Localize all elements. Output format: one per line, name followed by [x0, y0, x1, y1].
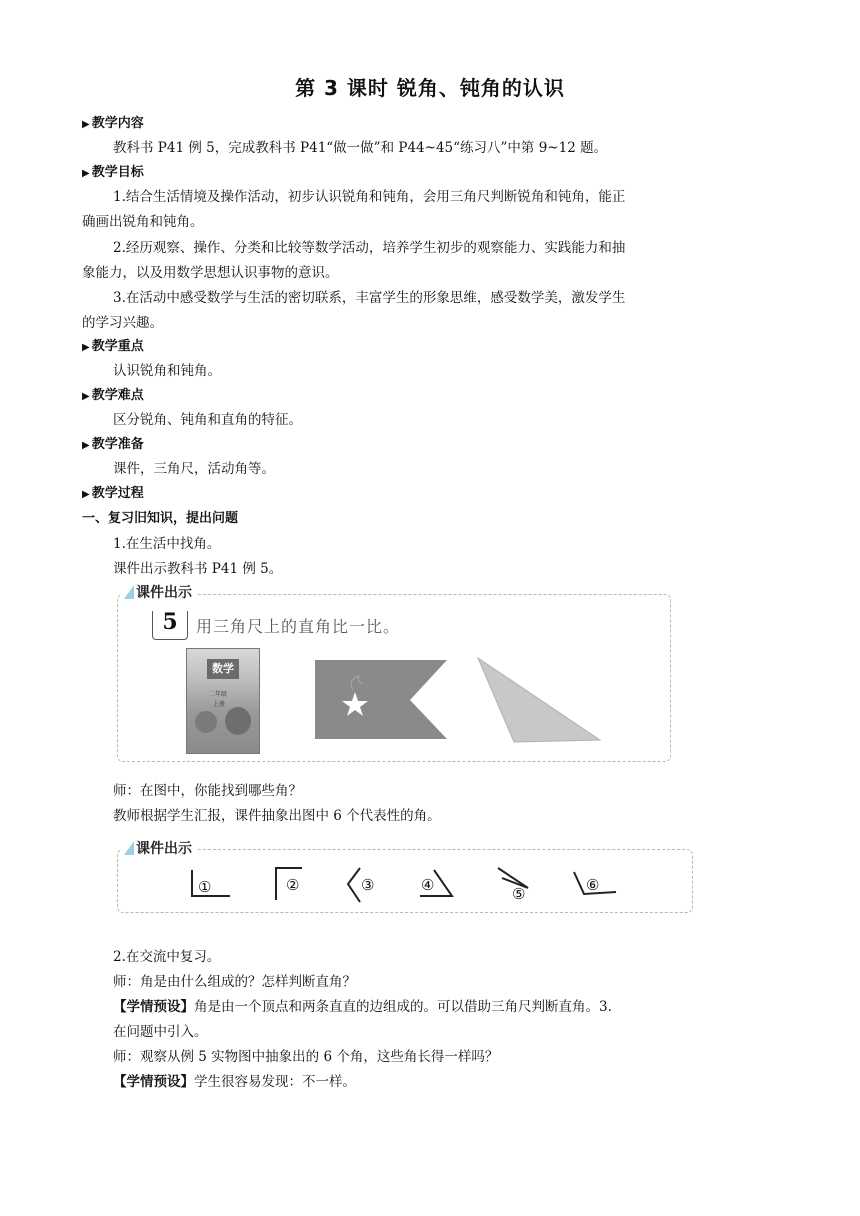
prediction-2	[113, 1070, 356, 1090]
process-part-1-heading: 一、复习旧知识，提出问题	[82, 511, 239, 526]
angles-figure	[180, 860, 630, 908]
prediction-1	[113, 995, 612, 1015]
section-heading-difficulty: ▶ 教学难点	[82, 388, 144, 403]
angle-label-2: ②	[286, 876, 300, 894]
courseware-tag-2: 课件出示	[120, 838, 196, 858]
textbook-title: 数学	[207, 659, 239, 679]
content-text: 教科书 P41 例 5，完成教科书 P41“做一做”和 P44~45“练习八”中第 9~12 题。	[113, 140, 608, 156]
preparation-text: 课件，三角尺，活动角等。	[113, 461, 275, 477]
goal-2-line-2: 象能力，以及用数学思想认识事物的意识。	[82, 265, 339, 281]
prediction-text: 学生很容易发现：不一样。	[194, 1074, 356, 1090]
goal-2-line-1: 2.经历观察、操作、分类和比较等数学活动，培养学生初步的观察能力、实践能力和抽	[113, 240, 626, 256]
courseware-tag-1: 课件出示	[120, 582, 196, 602]
angle-label-4: ④	[421, 876, 435, 894]
difficulty-text: 区分锐角、钝角和直角的特征。	[113, 412, 302, 428]
goal-3-line-1: 3.在活动中感受数学与生活的密切联系，丰富学生的形象思维，感受数学美，激发学生	[113, 290, 626, 306]
textbook-cover-image	[186, 648, 260, 754]
flag-image	[315, 660, 450, 740]
teacher-question-2: 师：角是由什么组成的？怎样判断直角？	[113, 974, 356, 990]
goal-1-line-1: 1.结合生活情境及操作活动，初步认识锐角和钝角，会用三角尺判断锐角和钝角，能正	[113, 189, 626, 205]
teacher-question-3: 师：观察从例 5 实物图中抽象出的 6 个角，这些角长得一样吗？	[113, 1049, 499, 1065]
teacher-note: 教师根据学生汇报，课件抽象出图中 6 个代表性的角。	[113, 808, 441, 824]
step-1-courseware: 课件出示教科书 P41 例 5。	[113, 561, 283, 577]
prediction-text: 角是由一个顶点和两条直直的边组成的。可以借助三角尺判断直角。3.	[194, 999, 612, 1015]
example-prompt: 用三角尺上的直角比一比。	[196, 617, 401, 636]
section-heading-goals: ▶ 教学目标	[82, 165, 144, 180]
section-heading-key: ▶ 教学重点	[82, 339, 144, 354]
page-title: 第 3 课时 锐角、钝角的认识	[295, 76, 565, 100]
goal-1-line-2: 确画出锐角和钝角。	[82, 214, 204, 230]
example-number-badge: 5	[152, 611, 188, 640]
angle-label-6: ⑥	[586, 876, 600, 894]
cartoon-figure-left	[195, 711, 217, 733]
tag-corner-icon	[124, 841, 134, 855]
prediction-tag: 【学情预设】	[113, 1074, 194, 1090]
triangle-shape	[478, 658, 600, 742]
angle-label-3: ③	[361, 876, 375, 894]
tag-corner-icon	[124, 585, 134, 599]
key-text: 认识锐角和钝角。	[113, 363, 221, 379]
prediction-1-continued: 在问题中引入。	[113, 1024, 208, 1040]
section-heading-preparation: ▶ 教学准备	[82, 437, 144, 452]
cartoon-figure-right	[225, 707, 251, 735]
angle-label-1: ①	[198, 878, 212, 896]
triangle-ruler-image	[476, 656, 606, 746]
prediction-tag: 【学情预设】	[113, 999, 194, 1015]
step-2: 2.在交流中复习。	[113, 949, 221, 965]
section-heading-content: ▶ 教学内容	[82, 116, 144, 131]
textbook-volume: 上册	[213, 701, 226, 708]
flag-shape	[315, 660, 447, 739]
angle-3	[348, 868, 360, 902]
section-heading-process: ▶ 教学过程	[82, 486, 144, 501]
step-1: 1.在生活中找角。	[113, 536, 221, 552]
teacher-question-1: 师：在图中，你能找到哪些角？	[113, 783, 302, 799]
angle-label-5: ⑤	[512, 885, 526, 903]
textbook-grade: 二年级	[209, 691, 228, 698]
goal-3-line-2: 的学习兴趣。	[82, 315, 163, 331]
